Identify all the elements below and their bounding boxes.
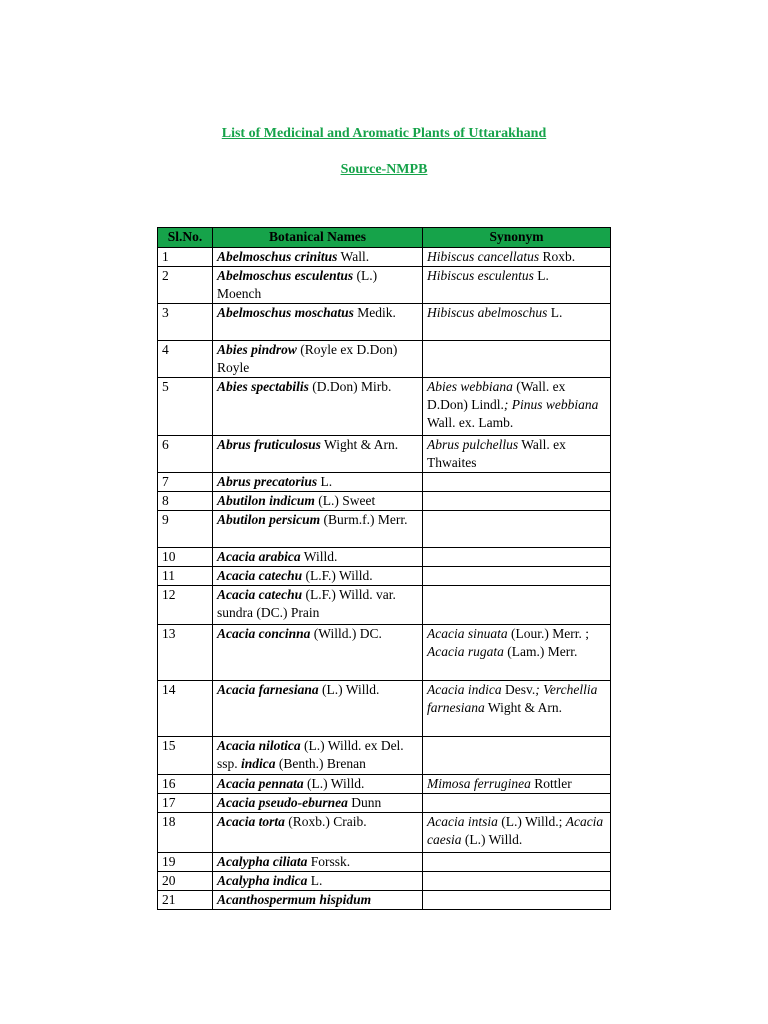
taxon-name: Acacia rugata xyxy=(427,644,504,659)
cell-botanical-name xyxy=(213,794,423,813)
cell-sl-no: 20 xyxy=(158,872,213,891)
cell-sl-no: 16 xyxy=(158,775,213,794)
taxon-name: Abies spectabilis xyxy=(217,379,309,394)
author-text: Wall. ex. Lamb. xyxy=(427,415,514,430)
cell-sl-no: 5 xyxy=(158,378,213,436)
cell-botanical-name xyxy=(213,586,423,625)
taxon-name: Acacia nilotica xyxy=(217,738,301,753)
taxon-name: Mimosa ferruginea xyxy=(427,776,531,791)
taxon-name: Abelmoschus moschatus xyxy=(217,305,354,320)
author-text: (Willd.) DC. xyxy=(310,626,382,641)
cell-sl-no: 9 xyxy=(158,511,213,548)
table-row xyxy=(158,586,611,625)
cell-synonym xyxy=(423,625,611,681)
author-text: L. xyxy=(317,474,333,489)
author-text: Dunn xyxy=(347,795,382,810)
cell-sl-no: 7 xyxy=(158,473,213,492)
cell-synonym xyxy=(423,775,611,794)
table-row xyxy=(158,378,611,436)
taxon-name: Acacia catechu xyxy=(217,587,303,602)
author-text: Wall. xyxy=(337,249,370,264)
cell-botanical-name xyxy=(213,853,423,872)
document-source: Source-NMPB xyxy=(340,162,428,177)
taxon-name: Abies webbiana xyxy=(427,379,513,394)
cell-botanical-name xyxy=(213,813,423,853)
cell-synonym xyxy=(423,872,611,891)
taxon-name: Abies pindrow xyxy=(217,342,297,357)
table-row xyxy=(158,511,611,548)
taxon-name: Abrus fruticulosus xyxy=(217,437,321,452)
taxon-name: Hibiscus cancellatus xyxy=(427,249,540,264)
taxon-name: ; Pinus webbiana xyxy=(503,397,599,412)
taxon-name: Abrus pulchellus xyxy=(427,437,519,452)
author-text: Desv. xyxy=(501,682,536,697)
taxon-name: ; Verchellia farnesiana xyxy=(427,682,598,715)
table-row xyxy=(158,794,611,813)
cell-synonym xyxy=(423,794,611,813)
cell-botanical-name xyxy=(213,436,423,473)
taxon-name: Acacia concinna xyxy=(217,626,311,641)
table-row xyxy=(158,304,611,341)
author-text: (L.) Sweet xyxy=(314,493,376,508)
cell-botanical-name xyxy=(213,548,423,567)
cell-sl-no: 13 xyxy=(158,625,213,681)
table-header-row xyxy=(158,228,611,248)
cell-synonym xyxy=(423,304,611,341)
author-text: Wight & Arn. xyxy=(320,437,399,452)
taxon-name: Acacia torta xyxy=(217,814,285,829)
cell-synonym xyxy=(423,567,611,586)
author-text: (L.) Willd. xyxy=(318,682,380,697)
cell-botanical-name xyxy=(213,341,423,378)
cell-botanical-name xyxy=(213,567,423,586)
table-row xyxy=(158,267,611,304)
cell-sl-no: 2 xyxy=(158,267,213,304)
cell-synonym xyxy=(423,436,611,473)
cell-synonym xyxy=(423,473,611,492)
cell-synonym xyxy=(423,586,611,625)
taxon-name: Hibiscus esculentus xyxy=(427,268,534,283)
author-text: (L.) Moench xyxy=(217,268,378,301)
author-text: (D.Don) Mirb. xyxy=(308,379,392,394)
table-row xyxy=(158,891,611,910)
taxon-name: Abelmoschus esculentus xyxy=(217,268,354,283)
cell-botanical-name xyxy=(213,775,423,794)
table-row xyxy=(158,737,611,775)
taxon-name: indica xyxy=(241,756,276,771)
author-text: (Wall. ex D.Don) Lindl. xyxy=(427,379,566,412)
cell-sl-no: 17 xyxy=(158,794,213,813)
author-text: (Royle ex D.Don) Royle xyxy=(217,342,398,375)
author-text: Wight & Arn. xyxy=(484,700,562,715)
author-text: (Burm.f.) Merr. xyxy=(320,512,408,527)
author-text: (Lam.) Merr. xyxy=(503,644,578,659)
header-botanical-names: Botanical Names xyxy=(213,228,423,248)
author-text: (L.) Willd. xyxy=(303,776,365,791)
author-text: (L.F.) Willd. var. sundra (DC.) Prain xyxy=(217,587,396,620)
author-text: (Benth.) Brenan xyxy=(275,756,366,771)
author-text: Wall. ex Thwaites xyxy=(427,437,566,470)
table-row xyxy=(158,813,611,853)
cell-synonym xyxy=(423,813,611,853)
cell-sl-no: 19 xyxy=(158,853,213,872)
cell-synonym xyxy=(423,548,611,567)
header-synonym: Synonym xyxy=(423,228,611,248)
taxon-name: Abelmoschus crinitus xyxy=(217,249,338,264)
taxon-name: Acalypha indica xyxy=(217,873,308,888)
cell-botanical-name xyxy=(213,872,423,891)
cell-botanical-name xyxy=(213,625,423,681)
cell-botanical-name xyxy=(213,248,423,267)
cell-sl-no: 11 xyxy=(158,567,213,586)
author-text: Roxb. xyxy=(539,249,576,264)
author-text: (L.) Willd. ex Del. ssp. xyxy=(217,738,404,771)
table-row xyxy=(158,872,611,891)
cell-sl-no: 21 xyxy=(158,891,213,910)
header-sl-no: Sl.No. xyxy=(158,228,213,248)
author-text: Forssk. xyxy=(307,854,351,869)
author-text: (L.) Willd.; xyxy=(497,814,566,829)
cell-sl-no: 15 xyxy=(158,737,213,775)
author-text: Rottler xyxy=(530,776,572,791)
cell-botanical-name xyxy=(213,737,423,775)
cell-sl-no: 18 xyxy=(158,813,213,853)
taxon-name: Hibiscus abelmoschus xyxy=(427,305,548,320)
author-text: L. xyxy=(307,873,323,888)
cell-sl-no: 14 xyxy=(158,681,213,737)
table-row xyxy=(158,548,611,567)
cell-synonym xyxy=(423,853,611,872)
taxon-name: Acalypha ciliata xyxy=(217,854,308,869)
plants-table-body xyxy=(158,248,611,910)
taxon-name: Abrus precatorius xyxy=(217,474,318,489)
cell-botanical-name xyxy=(213,681,423,737)
taxon-name: Acacia farnesiana xyxy=(217,682,319,697)
table-row xyxy=(158,625,611,681)
cell-botanical-name xyxy=(213,891,423,910)
taxon-name: Acanthospermum hispidum xyxy=(217,892,372,907)
cell-synonym xyxy=(423,511,611,548)
cell-sl-no: 10 xyxy=(158,548,213,567)
cell-sl-no: 12 xyxy=(158,586,213,625)
cell-botanical-name xyxy=(213,492,423,511)
cell-botanical-name xyxy=(213,378,423,436)
author-text: L. xyxy=(547,305,563,320)
taxon-name: Acacia arabica xyxy=(217,549,301,564)
author-text: (L.F.) Willd. xyxy=(302,568,373,583)
author-text: (Roxb.) Craib. xyxy=(284,814,367,829)
table-row xyxy=(158,341,611,378)
cell-synonym xyxy=(423,737,611,775)
cell-botanical-name xyxy=(213,511,423,548)
cell-sl-no: 3 xyxy=(158,304,213,341)
cell-sl-no: 1 xyxy=(158,248,213,267)
author-text: Willd. xyxy=(300,549,338,564)
plants-table xyxy=(157,227,611,910)
table-row xyxy=(158,436,611,473)
table-row xyxy=(158,492,611,511)
author-text: (L.) Willd. xyxy=(461,832,523,847)
cell-synonym xyxy=(423,378,611,436)
cell-sl-no: 6 xyxy=(158,436,213,473)
cell-synonym xyxy=(423,681,611,737)
table-row xyxy=(158,567,611,586)
taxon-name: Acacia pseudo-eburnea xyxy=(217,795,348,810)
document-title: List of Medicinal and Aromatic Plants of Uttarakhand xyxy=(221,126,547,141)
taxon-name: Acacia pennata xyxy=(217,776,304,791)
cell-sl-no: 8 xyxy=(158,492,213,511)
table-row xyxy=(158,248,611,267)
taxon-name: Acacia intsia xyxy=(427,814,498,829)
taxon-name: Abutilon indicum xyxy=(217,493,315,508)
cell-synonym xyxy=(423,341,611,378)
author-text: L. xyxy=(533,268,549,283)
taxon-name: Acacia catechu xyxy=(217,568,303,583)
cell-synonym xyxy=(423,248,611,267)
taxon-name: Acacia sinuata xyxy=(427,626,508,641)
cell-synonym xyxy=(423,267,611,304)
cell-synonym xyxy=(423,492,611,511)
cell-botanical-name xyxy=(213,304,423,341)
cell-synonym xyxy=(423,891,611,910)
taxon-name: Acacia caesia xyxy=(427,814,604,847)
table-row xyxy=(158,473,611,492)
author-text: (Lour.) Merr. ; xyxy=(507,626,589,641)
table-row xyxy=(158,853,611,872)
cell-botanical-name xyxy=(213,267,423,304)
cell-sl-no: 4 xyxy=(158,341,213,378)
table-row xyxy=(158,775,611,794)
taxon-name: Abutilon persicum xyxy=(217,512,321,527)
author-text: Medik. xyxy=(353,305,396,320)
cell-botanical-name xyxy=(213,473,423,492)
table-row xyxy=(158,681,611,737)
taxon-name: Acacia indica xyxy=(427,682,502,697)
